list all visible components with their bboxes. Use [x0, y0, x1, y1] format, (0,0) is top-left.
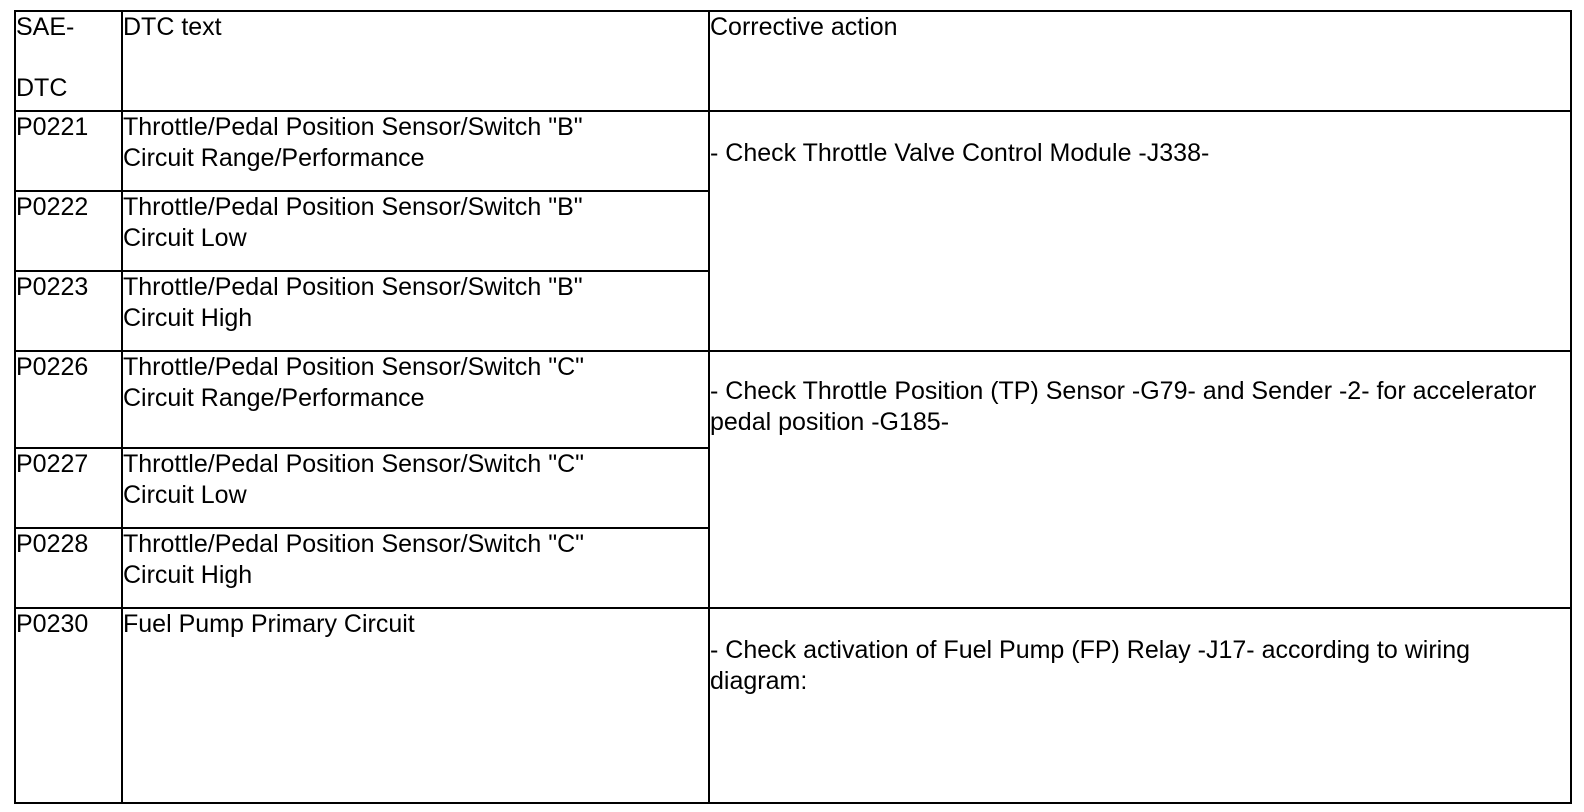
- dtc-code: P0228: [15, 528, 122, 608]
- dtc-code: P0222: [15, 191, 122, 271]
- header-dtc-text: DTC text: [122, 11, 709, 111]
- dtc-text-line: Throttle/Pedal Position Sensor/Switch "C": [123, 353, 585, 381]
- header-sae-dtc-line2: DTC: [16, 74, 68, 102]
- dtc-text: [122, 191, 709, 271]
- dtc-text-line: Throttle/Pedal Position Sensor/Switch "B": [123, 273, 583, 301]
- dtc-text-line: Throttle/Pedal Position Sensor/Switch "B": [123, 113, 583, 141]
- dtc-text: [122, 271, 709, 351]
- dtc-text-line: Circuit High: [123, 561, 253, 589]
- dtc-text-line: Circuit Range/Performance: [123, 384, 425, 412]
- header-corrective-action: Corrective action: [709, 11, 1571, 111]
- dtc-code: P0223: [15, 271, 122, 351]
- dtc-code: P0227: [15, 448, 122, 528]
- dtc-text-line: Circuit Low: [123, 481, 247, 509]
- table-header-row: [15, 11, 1571, 111]
- dtc-text-line: Fuel Pump Primary Circuit: [123, 610, 415, 638]
- dtc-text: [122, 111, 709, 191]
- dtc-text-line: Circuit Range/Performance: [123, 144, 425, 172]
- dtc-text-line: Throttle/Pedal Position Sensor/Switch "B": [123, 193, 583, 221]
- dtc-text-line: Throttle/Pedal Position Sensor/Switch "C": [123, 530, 585, 558]
- dtc-table: [14, 10, 1572, 804]
- header-sae-dtc: [15, 11, 122, 111]
- dtc-text-line: Circuit High: [123, 304, 253, 332]
- table-row: [15, 111, 1571, 191]
- dtc-text-line: Throttle/Pedal Position Sensor/Switch "C": [123, 450, 585, 478]
- corrective-action: - Check Throttle Valve Control Module -J338-: [709, 111, 1571, 351]
- dtc-code: P0230: [15, 608, 122, 803]
- dtc-code: P0226: [15, 351, 122, 448]
- dtc-text-line: Circuit Low: [123, 224, 247, 252]
- corrective-action: - Check Throttle Position (TP) Sensor -G79- and Sender -2- for accelerator pedal position -G185-: [709, 351, 1571, 608]
- header-sae-dtc-line1: SAE-: [16, 13, 75, 41]
- corrective-action: - Check activation of Fuel Pump (FP) Relay -J17- according to wiring diagram:: [709, 608, 1571, 803]
- dtc-text: [122, 351, 709, 448]
- dtc-text: [122, 448, 709, 528]
- table-row: [15, 608, 1571, 803]
- dtc-code: P0221: [15, 111, 122, 191]
- dtc-text: [122, 528, 709, 608]
- table-row: [15, 351, 1571, 448]
- dtc-text: [122, 608, 709, 803]
